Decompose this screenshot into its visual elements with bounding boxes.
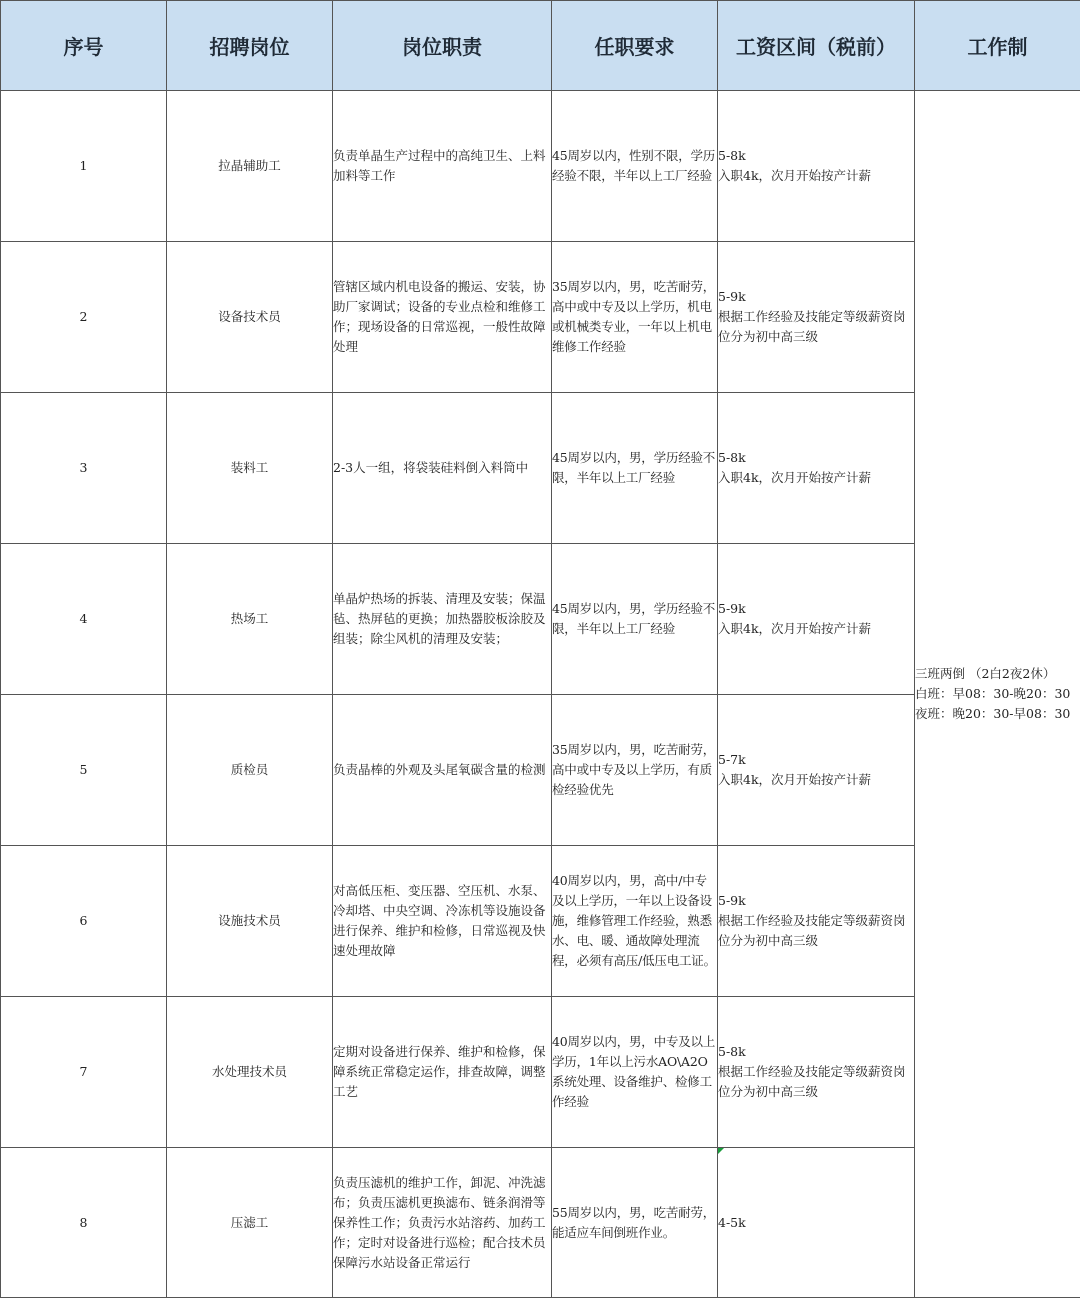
row-salary <box>718 242 915 393</box>
header-no: 序号 <box>1 1 167 91</box>
table-row <box>1 91 1080 242</box>
row-position: 装料工 <box>167 393 333 544</box>
schedule-day: 白班：早08：30-晚20：30 <box>915 686 1071 701</box>
row-salary <box>718 997 915 1148</box>
schedule-night: 夜班：晚20：30-早08：30 <box>915 706 1071 721</box>
row-position: 水处理技术员 <box>167 997 333 1148</box>
salary-range: 5-8k <box>718 1044 746 1059</box>
row-no: 2 <box>1 242 167 393</box>
header-position: 招聘岗位 <box>167 1 333 91</box>
salary-note: 入职4k，次月开始按产计薪 <box>718 168 872 183</box>
row-salary <box>718 393 915 544</box>
salary-range: 5-9k <box>718 893 746 908</box>
salary-range: 5-8k <box>718 450 746 465</box>
row-no: 7 <box>1 997 167 1148</box>
table-header-row <box>1 1 1080 91</box>
row-salary <box>718 846 915 997</box>
row-requirement: 45周岁以内，性别不限，学历经验不限，半年以上工厂经验 <box>552 91 718 242</box>
row-duty: 单晶炉热场的拆装、清理及安装；保温毡、热屏毡的更换；加热器胶板涂胶及组装；除尘风机的清理及安装； <box>333 544 552 695</box>
row-salary <box>718 695 915 846</box>
salary-range: 4-5k <box>718 1214 746 1230</box>
row-no: 6 <box>1 846 167 997</box>
row-duty: 2-3人一组，将袋装硅料倒入料筒中 <box>333 393 552 544</box>
row-position: 设备技术员 <box>167 242 333 393</box>
row-no: 5 <box>1 695 167 846</box>
header-salary: 工资区间（税前） <box>718 1 915 91</box>
row-requirement: 45周岁以内，男，学历经验不限，半年以上工厂经验 <box>552 544 718 695</box>
row-duty: 定期对设备进行保养、维护和检修，保障系统正常稳定运作，排查故障，调整工艺 <box>333 997 552 1148</box>
cell-comment-indicator-icon <box>718 1148 724 1154</box>
row-duty: 负责单晶生产过程中的高纯卫生、上料加料等工作 <box>333 91 552 242</box>
salary-note: 入职4k，次月开始按产计薪 <box>718 621 872 636</box>
header-duty: 岗位职责 <box>333 1 552 91</box>
row-requirement: 35周岁以内，男，吃苦耐劳，高中或中专及以上学历，机电或机械类专业，一年以上机电维修工作经验 <box>552 242 718 393</box>
header-requirement: 任职要求 <box>552 1 718 91</box>
salary-range: 5-8k <box>718 148 746 163</box>
row-duty: 负责晶棒的外观及头尾氧碳含量的检测 <box>333 695 552 846</box>
row-salary <box>718 544 915 695</box>
row-requirement: 55周岁以内，男，吃苦耐劳，能适应车间倒班作业。 <box>552 1148 718 1298</box>
salary-note: 根据工作经验及技能定等级薪资岗位分为初中高三级 <box>718 913 906 948</box>
row-requirement: 40周岁以内，男，中专及以上学历，1年以上污水AO\A2O系统处理、设备维护、检修工作经验 <box>552 997 718 1148</box>
row-no: 3 <box>1 393 167 544</box>
row-position: 拉晶辅助工 <box>167 91 333 242</box>
row-no: 4 <box>1 544 167 695</box>
salary-note: 根据工作经验及技能定等级薪资岗位分为初中高三级 <box>718 1064 906 1099</box>
row-no: 8 <box>1 1148 167 1298</box>
salary-note: 根据工作经验及技能定等级薪资岗位分为初中高三级 <box>718 309 906 344</box>
row-requirement: 40周岁以内，男，高中/中专及以上学历，一年以上设备设施，维修管理工作经验，熟悉水、电、暖、通故障处理流程，必须有高压/低压电工证。 <box>552 846 718 997</box>
row-duty: 负责压滤机的维护工作，卸泥、冲洗滤布；负责压滤机更换滤布、链条润滑等保养性工作；负责污水站溶药、加药工作；定时对设备进行巡检；配合技术员保障污水站设备正常运行 <box>333 1148 552 1298</box>
row-duty: 对高低压柜、变压器、空压机、水泵、冷却塔、中央空调、冷冻机等设施设备进行保养、维护和检修，日常巡视及快速处理故障 <box>333 846 552 997</box>
row-position: 质检员 <box>167 695 333 846</box>
salary-range: 5-7k <box>718 752 746 767</box>
row-no: 1 <box>1 91 167 242</box>
row-requirement: 35周岁以内，男，吃苦耐劳，高中或中专及以上学历，有质检经验优先 <box>552 695 718 846</box>
schedule-cell <box>915 91 1080 1298</box>
salary-note: 入职4k，次月开始按产计薪 <box>718 772 872 787</box>
row-position: 压滤工 <box>167 1148 333 1298</box>
salary-note: 入职4k，次月开始按产计薪 <box>718 470 872 485</box>
row-duty: 管辖区域内机电设备的搬运、安装，协助厂家调试；设备的专业点检和维修工作；现场设备的日常巡视，一般性故障处理 <box>333 242 552 393</box>
header-schedule: 工作制 <box>915 1 1080 91</box>
row-position: 热场工 <box>167 544 333 695</box>
salary-range: 5-9k <box>718 289 746 304</box>
row-requirement: 45周岁以内，男，学历经验不限，半年以上工厂经验 <box>552 393 718 544</box>
row-salary <box>718 1148 915 1298</box>
row-salary <box>718 91 915 242</box>
schedule-title: 三班两倒 （2白2夜2休） <box>915 666 1056 681</box>
salary-range: 5-9k <box>718 601 746 616</box>
row-position: 设施技术员 <box>167 846 333 997</box>
